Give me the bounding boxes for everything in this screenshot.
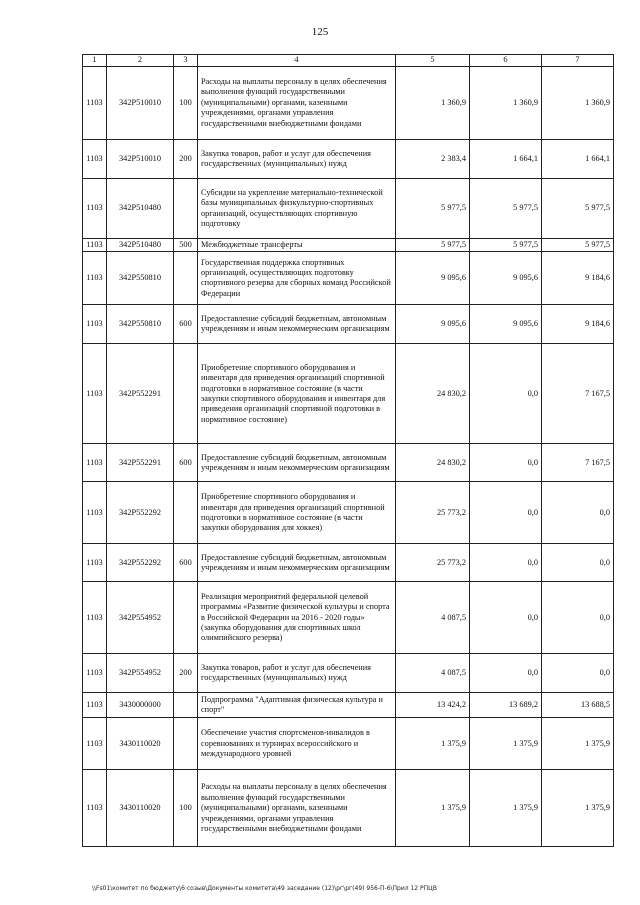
column-header: 6 xyxy=(470,55,542,67)
amount-col5: 25 773,2 xyxy=(396,482,470,544)
section-code: 1103 xyxy=(83,718,107,770)
target-article-code: 342P552291 xyxy=(107,444,174,482)
table-row xyxy=(83,482,614,544)
target-article-code: 342P552292 xyxy=(107,482,174,544)
table-row xyxy=(83,179,614,239)
amount-col6: 1 360,9 xyxy=(470,67,542,140)
table-row xyxy=(83,305,614,344)
table-row xyxy=(83,67,614,140)
amount-col6: 0,0 xyxy=(470,444,542,482)
table-row xyxy=(83,544,614,582)
section-code: 1103 xyxy=(83,654,107,693)
item-name: Закупка товаров, работ и услуг для обеспечения государственных (муниципальных) нужд xyxy=(198,140,396,179)
target-article-code: 342P552292 xyxy=(107,544,174,582)
section-code: 1103 xyxy=(83,67,107,140)
amount-col5: 24 830,2 xyxy=(396,344,470,444)
column-header: 4 xyxy=(198,55,396,67)
amount-col5: 1 375,9 xyxy=(396,718,470,770)
item-name: Предоставление субсидий бюджетным, автономным учреждениям и иным некоммерческим организациям xyxy=(198,544,396,582)
target-article-code: 3430000000 xyxy=(107,693,174,718)
item-name: Расходы на выплаты персоналу в целях обеспечения выполнения функций государственными (муниципальными) органами, казенными учреждениями, органами управления государственными внебюджетными фондами xyxy=(198,67,396,140)
amount-col5: 5 977,5 xyxy=(396,239,470,252)
amount-col5: 5 977,5 xyxy=(396,179,470,239)
amount-col7: 1 375,9 xyxy=(542,770,614,847)
amount-col5: 9 095,6 xyxy=(396,252,470,305)
amount-col7: 9 184,6 xyxy=(542,305,614,344)
item-name: Государственная поддержка спортивных организаций, осуществляющих подготовку спортивного резерва для сборных команд Российской Федерации xyxy=(198,252,396,305)
expense-type-code: 600 xyxy=(174,544,198,582)
section-code: 1103 xyxy=(83,179,107,239)
table-row xyxy=(83,444,614,482)
expense-type-code xyxy=(174,693,198,718)
amount-col6: 9 095,6 xyxy=(470,305,542,344)
section-code: 1103 xyxy=(83,239,107,252)
section-code: 1103 xyxy=(83,444,107,482)
target-article-code: 342P554952 xyxy=(107,654,174,693)
expense-type-code: 500 xyxy=(174,239,198,252)
section-code: 1103 xyxy=(83,482,107,544)
item-name: Реализация мероприятий федеральной целевой программы «Развитие физической культуры и спорта в Российской Федерации на 2016 - 2020 годы» (закупка оборудования для спортивных школ олимпийского резерва) xyxy=(198,582,396,654)
section-code: 1103 xyxy=(83,582,107,654)
column-number-row xyxy=(83,55,614,67)
section-code: 1103 xyxy=(83,693,107,718)
amount-col5: 25 773,2 xyxy=(396,544,470,582)
item-name: Приобретение спортивного оборудования и инвентаря для приведения организаций спортивной подготовки в нормативное состояние (в части закупки оборудования для хоккея) xyxy=(198,482,396,544)
section-code: 1103 xyxy=(83,252,107,305)
amount-col5: 1 360,9 xyxy=(396,67,470,140)
table-row xyxy=(83,770,614,847)
budget-table xyxy=(82,54,614,847)
target-article-code: 342P510480 xyxy=(107,179,174,239)
item-name: Предоставление субсидий бюджетным, автономным учреждениям и иным некоммерческим организациям xyxy=(198,305,396,344)
amount-col7: 7 167,5 xyxy=(542,344,614,444)
amount-col6: 0,0 xyxy=(470,654,542,693)
amount-col5: 4 087,5 xyxy=(396,582,470,654)
amount-col7: 9 184,6 xyxy=(542,252,614,305)
amount-col6: 1 375,9 xyxy=(470,718,542,770)
expense-type-code: 600 xyxy=(174,305,198,344)
expense-type-code: 100 xyxy=(174,67,198,140)
amount-col6: 13 689,2 xyxy=(470,693,542,718)
target-article-code: 342P510010 xyxy=(107,67,174,140)
amount-col5: 9 095,6 xyxy=(396,305,470,344)
expense-type-code: 200 xyxy=(174,654,198,693)
item-name: Приобретение спортивного оборудования и инвентаря для приведения организаций спортивной подготовки в нормативное состояние (в части закупки спортивного оборудования и инвентаря для приведения организаций спортивной подготовки в нормативное состояние) xyxy=(198,344,396,444)
amount-col5: 2 383,4 xyxy=(396,140,470,179)
target-article-code: 342P550810 xyxy=(107,305,174,344)
column-header: 1 xyxy=(83,55,107,67)
item-name: Расходы на выплаты персоналу в целях обеспечения выполнения функций государственными (муниципальными) органами, казенными учреждениями, органами управления государственными внебюджетными фондами xyxy=(198,770,396,847)
table-row xyxy=(83,693,614,718)
table-row xyxy=(83,718,614,770)
amount-col6: 9 095,6 xyxy=(470,252,542,305)
page-number: 125 xyxy=(311,26,329,38)
amount-col7: 0,0 xyxy=(542,582,614,654)
table-row xyxy=(83,654,614,693)
amount-col7: 0,0 xyxy=(542,544,614,582)
expense-type-code: 600 xyxy=(174,444,198,482)
section-code: 1103 xyxy=(83,544,107,582)
amount-col7: 1 360,9 xyxy=(542,67,614,140)
amount-col7: 0,0 xyxy=(542,654,614,693)
file-path-footer: \\Fs01\комитет по бюджету\6 созыв\Документы комитета\49 заседание (12)\рг\рг(49) 956-П-6\Прил 12 РПЦВ xyxy=(92,885,437,892)
item-name: Подпрограмма "Адаптивная физическая культура и спорт" xyxy=(198,693,396,718)
amount-col7: 1 375,9 xyxy=(542,718,614,770)
amount-col5: 13 424,2 xyxy=(396,693,470,718)
target-article-code: 342P510010 xyxy=(107,140,174,179)
amount-col6: 1 664,1 xyxy=(470,140,542,179)
column-header: 3 xyxy=(174,55,198,67)
expense-type-code xyxy=(174,252,198,305)
expense-type-code xyxy=(174,718,198,770)
item-name: Субсидии на укрепление материально-технической базы муниципальных физкультурно-спортивных организаций, осуществляющих спортивную подготовку xyxy=(198,179,396,239)
expense-type-code: 200 xyxy=(174,140,198,179)
amount-col7: 13 688,5 xyxy=(542,693,614,718)
column-header: 5 xyxy=(396,55,470,67)
target-article-code: 342P554952 xyxy=(107,582,174,654)
target-article-code: 342P510480 xyxy=(107,239,174,252)
amount-col6: 0,0 xyxy=(470,544,542,582)
table-row xyxy=(83,252,614,305)
section-code: 1103 xyxy=(83,770,107,847)
item-name: Предоставление субсидий бюджетным, автономным учреждениям и иным некоммерческим организациям xyxy=(198,444,396,482)
column-header: 7 xyxy=(542,55,614,67)
target-article-code: 342P550810 xyxy=(107,252,174,305)
amount-col6: 0,0 xyxy=(470,582,542,654)
expense-type-code: 100 xyxy=(174,770,198,847)
item-name: Закупка товаров, работ и услуг для обеспечения государственных (муниципальных) нужд xyxy=(198,654,396,693)
amount-col7: 7 167,5 xyxy=(542,444,614,482)
amount-col5: 4 087,5 xyxy=(396,654,470,693)
table-row xyxy=(83,239,614,252)
section-code: 1103 xyxy=(83,305,107,344)
table-row xyxy=(83,140,614,179)
amount-col5: 1 375,9 xyxy=(396,770,470,847)
target-article-code: 3430110020 xyxy=(107,770,174,847)
expense-type-code xyxy=(174,482,198,544)
section-code: 1103 xyxy=(83,344,107,444)
amount-col7: 5 977,5 xyxy=(542,239,614,252)
amount-col6: 1 375,9 xyxy=(470,770,542,847)
table-row xyxy=(83,344,614,444)
amount-col6: 5 977,5 xyxy=(470,179,542,239)
amount-col6: 0,0 xyxy=(470,482,542,544)
target-article-code: 3430110020 xyxy=(107,718,174,770)
amount-col5: 24 830,2 xyxy=(396,444,470,482)
expense-type-code xyxy=(174,582,198,654)
amount-col7: 1 664,1 xyxy=(542,140,614,179)
amount-col6: 5 977,5 xyxy=(470,239,542,252)
amount-col7: 5 977,5 xyxy=(542,179,614,239)
item-name: Межбюджетные трансферты xyxy=(198,239,396,252)
target-article-code: 342P552291 xyxy=(107,344,174,444)
item-name: Обеспечение участия спортсменов-инвалидов в соревнованиях и турнирах всероссийского и международного уровней xyxy=(198,718,396,770)
column-header: 2 xyxy=(107,55,174,67)
table-row xyxy=(83,582,614,654)
amount-col7: 0,0 xyxy=(542,482,614,544)
section-code: 1103 xyxy=(83,140,107,179)
expense-type-code xyxy=(174,344,198,444)
amount-col6: 0,0 xyxy=(470,344,542,444)
expense-type-code xyxy=(174,179,198,239)
